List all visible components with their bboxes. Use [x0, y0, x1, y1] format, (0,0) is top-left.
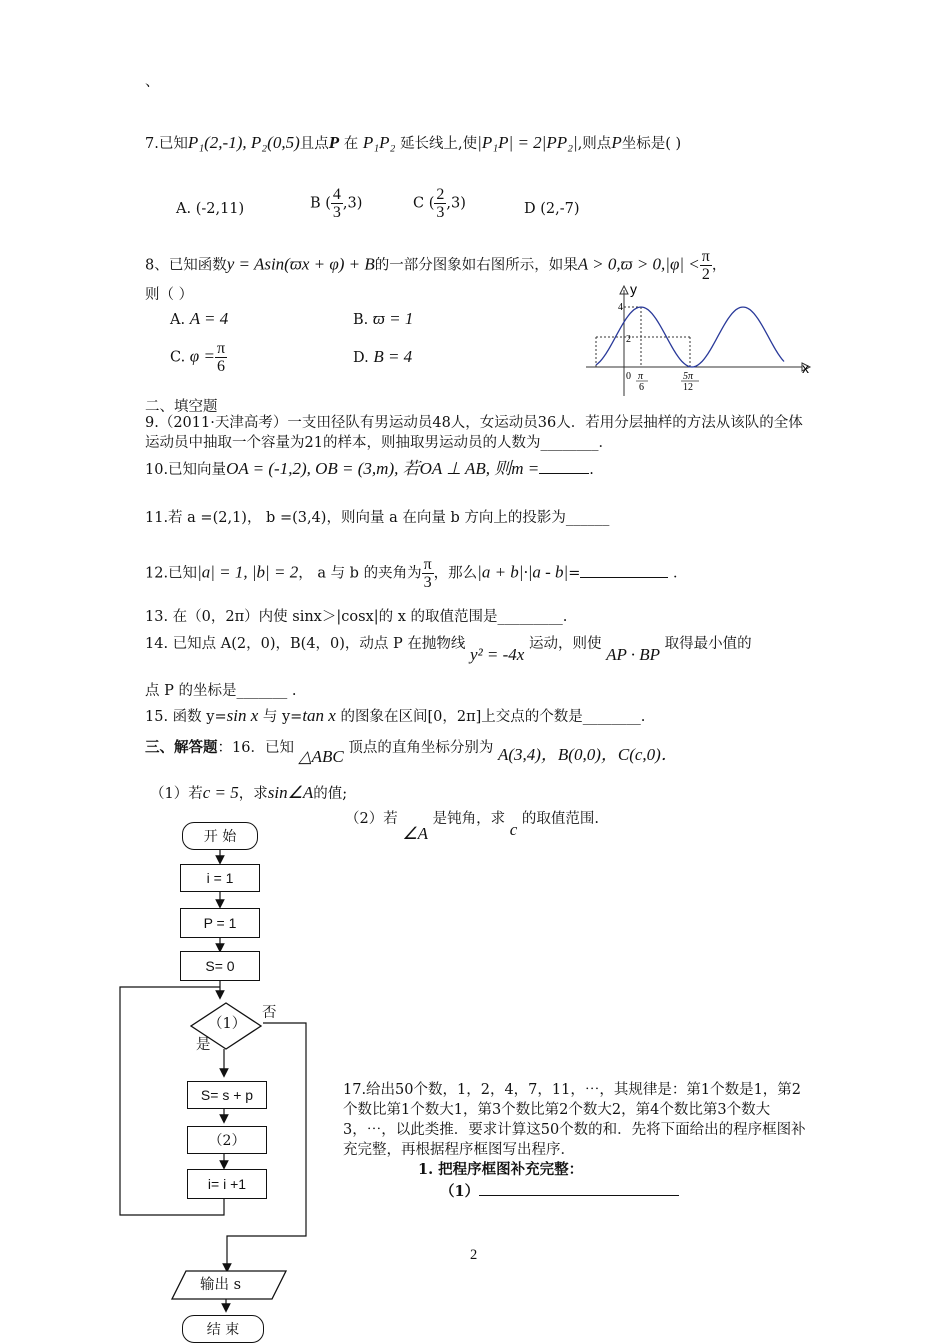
- question-14: [145, 634, 752, 664]
- flow-start: 开 始: [182, 822, 258, 850]
- sine-graph: [580, 278, 815, 398]
- flow-step-2: （2）: [187, 1126, 267, 1154]
- q16-triangle: △ABC: [298, 747, 344, 766]
- q8-comma: ，: [711, 257, 727, 274]
- q8-a-label: A.: [170, 312, 186, 328]
- q8-d-label: D.: [353, 350, 369, 366]
- q7-p2: P₂(0,5): [250, 133, 300, 152]
- q7-option-c: [413, 186, 466, 221]
- q15-pre: 15. 函数 y=: [145, 709, 227, 725]
- q7-c-frac: [434, 186, 446, 221]
- q16-p1-pre: （1）若: [150, 786, 203, 802]
- page-number: 2: [470, 1247, 478, 1263]
- q7-text-d: 延长线上,使: [400, 136, 478, 152]
- q7-text-b: 且点: [299, 136, 329, 152]
- q7-p1: P₁(2,-1): [187, 133, 243, 152]
- flow-increment: i= i +1: [187, 1169, 267, 1199]
- q12-pre: 12.已知: [145, 565, 198, 582]
- q12-post: ．: [673, 565, 688, 582]
- q16-p2-mid: 是钝角，求: [432, 811, 506, 827]
- q16-part1: [150, 784, 347, 803]
- q8-text-b: 的一部分图象如右图所示，如果: [374, 257, 578, 274]
- q7-b-num: 4: [332, 186, 341, 203]
- q7-p: P: [328, 133, 340, 152]
- q7-text-a: 7.已知: [145, 136, 188, 152]
- q14-pre: 14. 已知点 A(2，0)，B(4，0)，动点 P 在抛物线: [145, 636, 466, 652]
- q16-p2-c: c: [509, 820, 518, 839]
- q12-then: ，那么: [433, 565, 478, 582]
- q16-p1-c: c = 5: [202, 783, 239, 802]
- q8-then: 则（ ）: [145, 287, 194, 303]
- flow-no-label: 否: [262, 1005, 277, 1021]
- q15-tan: tan x: [302, 706, 336, 725]
- q7-b-den: 3: [332, 204, 341, 221]
- q8-c-pre: φ =: [189, 346, 215, 366]
- q16-p2-post: 的取值范围.: [521, 811, 599, 827]
- q16-points: A(3,4)，B(0,0)，C(c,0)．: [497, 745, 678, 764]
- q7-p1p2: P₁P₂: [362, 133, 396, 152]
- q17-sub1-blank: [440, 1183, 679, 1201]
- q16-p1-sin: sin∠A: [267, 783, 314, 802]
- q7-b-pre: B (: [310, 195, 331, 212]
- q7-c-num: 2: [436, 186, 445, 203]
- q8-two: 2: [701, 266, 710, 283]
- question-12: [145, 556, 688, 591]
- q14-line2: 点 P 的坐标是_______ .: [145, 683, 297, 699]
- q15-sin: sin x: [226, 706, 259, 725]
- q7-text-c: 在: [343, 136, 359, 152]
- q8-option-b: [353, 310, 413, 329]
- q7-condition: |P₁P| = 2|PP₂|: [477, 133, 578, 152]
- flow-i-init: i = 1: [180, 864, 260, 892]
- q16-mid: 顶点的直角坐标分别为: [348, 740, 494, 756]
- q17-sub1-label: （1）: [440, 1183, 480, 1200]
- question-13: 13. 在（0，2π）内使 sinx＞|cosx|的 x 的取值范围是_________.: [145, 609, 568, 625]
- question-10: [145, 460, 594, 479]
- q7-b-frac: [331, 186, 343, 221]
- q7-b-post: ,3): [342, 195, 363, 212]
- q8-c-num: π: [216, 340, 226, 357]
- q14-parabola: y² = -4x: [470, 645, 525, 664]
- q16-p1-mid: ，求: [238, 786, 268, 802]
- section-3-heading: 三、解答题: [145, 739, 218, 756]
- q12-frac: [422, 556, 434, 591]
- q12-comma: ，: [298, 565, 313, 582]
- flow-p-init: P = 1: [180, 908, 260, 938]
- q12-eq: =: [568, 565, 581, 582]
- q10-pre: 10.已知向量: [145, 462, 227, 478]
- graph-tick-0: 0: [626, 371, 631, 382]
- q14-mid: 运动，则使: [528, 636, 602, 652]
- q8-b-label: B.: [353, 312, 369, 328]
- graph-x-label: x: [802, 360, 809, 376]
- q8-c-den: 6: [216, 358, 225, 375]
- graph-tick-pi6-num: π: [638, 371, 644, 382]
- q7-c-post: ,3): [446, 195, 466, 212]
- q16-pre: ：16．已知: [217, 740, 294, 756]
- flow-yes-label: 是: [196, 1037, 211, 1053]
- flow-decision-label: （1）: [208, 1016, 247, 1032]
- q16-p2-angle: ∠A: [402, 824, 428, 843]
- top-mark: 、: [145, 74, 160, 90]
- q10-post: .: [589, 462, 594, 478]
- question-16: [145, 738, 678, 766]
- q12-mid: a 与 b 的夹角为: [317, 565, 422, 582]
- flow-s-init: S= 0: [180, 951, 260, 981]
- q12-pi: π: [423, 556, 432, 573]
- q8-b-value: ϖ = 1: [372, 309, 414, 328]
- q7-c-den: 3: [436, 204, 445, 221]
- q8-pi: π: [701, 248, 710, 265]
- q8-function: y = Asin(ϖx + φ) + B: [226, 254, 375, 274]
- graph-tick-2: 2: [626, 334, 631, 345]
- q12-cond: |a| = 1, |b| = 2: [197, 562, 299, 582]
- q14-expr: AP · BP: [606, 645, 661, 664]
- q8-condition: A > 0,ϖ > 0,|φ| <: [577, 254, 700, 274]
- graph-tick-4: 4: [618, 302, 623, 313]
- q7-text-e: ,则点: [577, 136, 612, 152]
- q12-expr: |a + b|·|a - b|: [477, 562, 569, 582]
- q17-sub1: 1. 把程序框图补充完整：: [418, 1161, 584, 1178]
- q7-c-pre: C (: [413, 195, 435, 212]
- q8-text-a: 8、已知函数: [145, 257, 227, 274]
- q8-c-label: C.: [170, 349, 186, 366]
- q15-mid: 与 y=: [262, 709, 303, 725]
- q8-d-value: B = 4: [373, 347, 413, 366]
- q16-part2: [345, 809, 599, 843]
- q7-option-d: D (2,-7): [524, 201, 580, 217]
- q8-option-c: [170, 340, 227, 375]
- q7-p-again: P: [611, 133, 622, 152]
- question-11: 11.若 a =(2,1)， b =(3,4)，则向量 a 在向量 b 方向上的投影为______: [145, 510, 610, 526]
- q8-option-d: [353, 348, 412, 367]
- q8-option-a: [170, 310, 228, 329]
- section-2-heading: 二、填空题: [145, 399, 218, 415]
- q12-three: 3: [423, 574, 432, 591]
- graph-tick-5pi12-den: 12: [683, 382, 693, 393]
- question-7: 7.已知P₁(2,-1), P₂(0,5)且点P 在 P₁P₂ 延长线上,使|P₁P| = 2|PP₂|,则点P坐标是( ): [145, 133, 682, 152]
- q15-post: 的图象在区间[0，2π]上交点的个数是________.: [340, 709, 646, 725]
- q7-option-b: [310, 186, 362, 221]
- flow-sum: S= s + p: [187, 1081, 267, 1109]
- question-9: 9.（2011·天津高考）一支田径队有男运动员48人，女运动员36人．若用分层抽样的方法从该队的全体运动员中抽取一个容量为21的样本，则抽取男运动员的人数为________．: [145, 415, 803, 451]
- graph-tick-pi6-den: 6: [639, 382, 644, 393]
- graph-y-label: y: [630, 281, 637, 297]
- flow-end: 结 束: [182, 1315, 264, 1343]
- q16-p2-pre: （2）若: [345, 811, 398, 827]
- q8-c-frac: [215, 340, 227, 375]
- graph-tick-5pi12-num: 5π: [683, 371, 694, 382]
- q7-text-f: 坐标是( ): [621, 136, 682, 152]
- q14-post: 取得最小值的: [664, 636, 752, 652]
- q7-option-a: A. (-2,11): [176, 201, 245, 217]
- q16-p1-post: 的值;: [313, 786, 348, 802]
- question-17: 17.给出50个数，1，2，4，7，11，⋯，其规律是：第1个数是1，第2个数比第1个数大1，第3个数比第2个数大2，第4个数比第3个数大3，⋯，以此类推．要求计算这50个数的和．先将下面给出的程序框图补充完整，再根据程序框图写出程序．: [343, 1082, 806, 1158]
- flow-output-label: 输出 s: [200, 1277, 242, 1293]
- q8-a-value: A = 4: [189, 309, 229, 328]
- q10-expr: OA = (-1,2), OB = (3,m), 若OA ⊥ AB, 则m =: [226, 459, 540, 478]
- question-15: [145, 707, 645, 726]
